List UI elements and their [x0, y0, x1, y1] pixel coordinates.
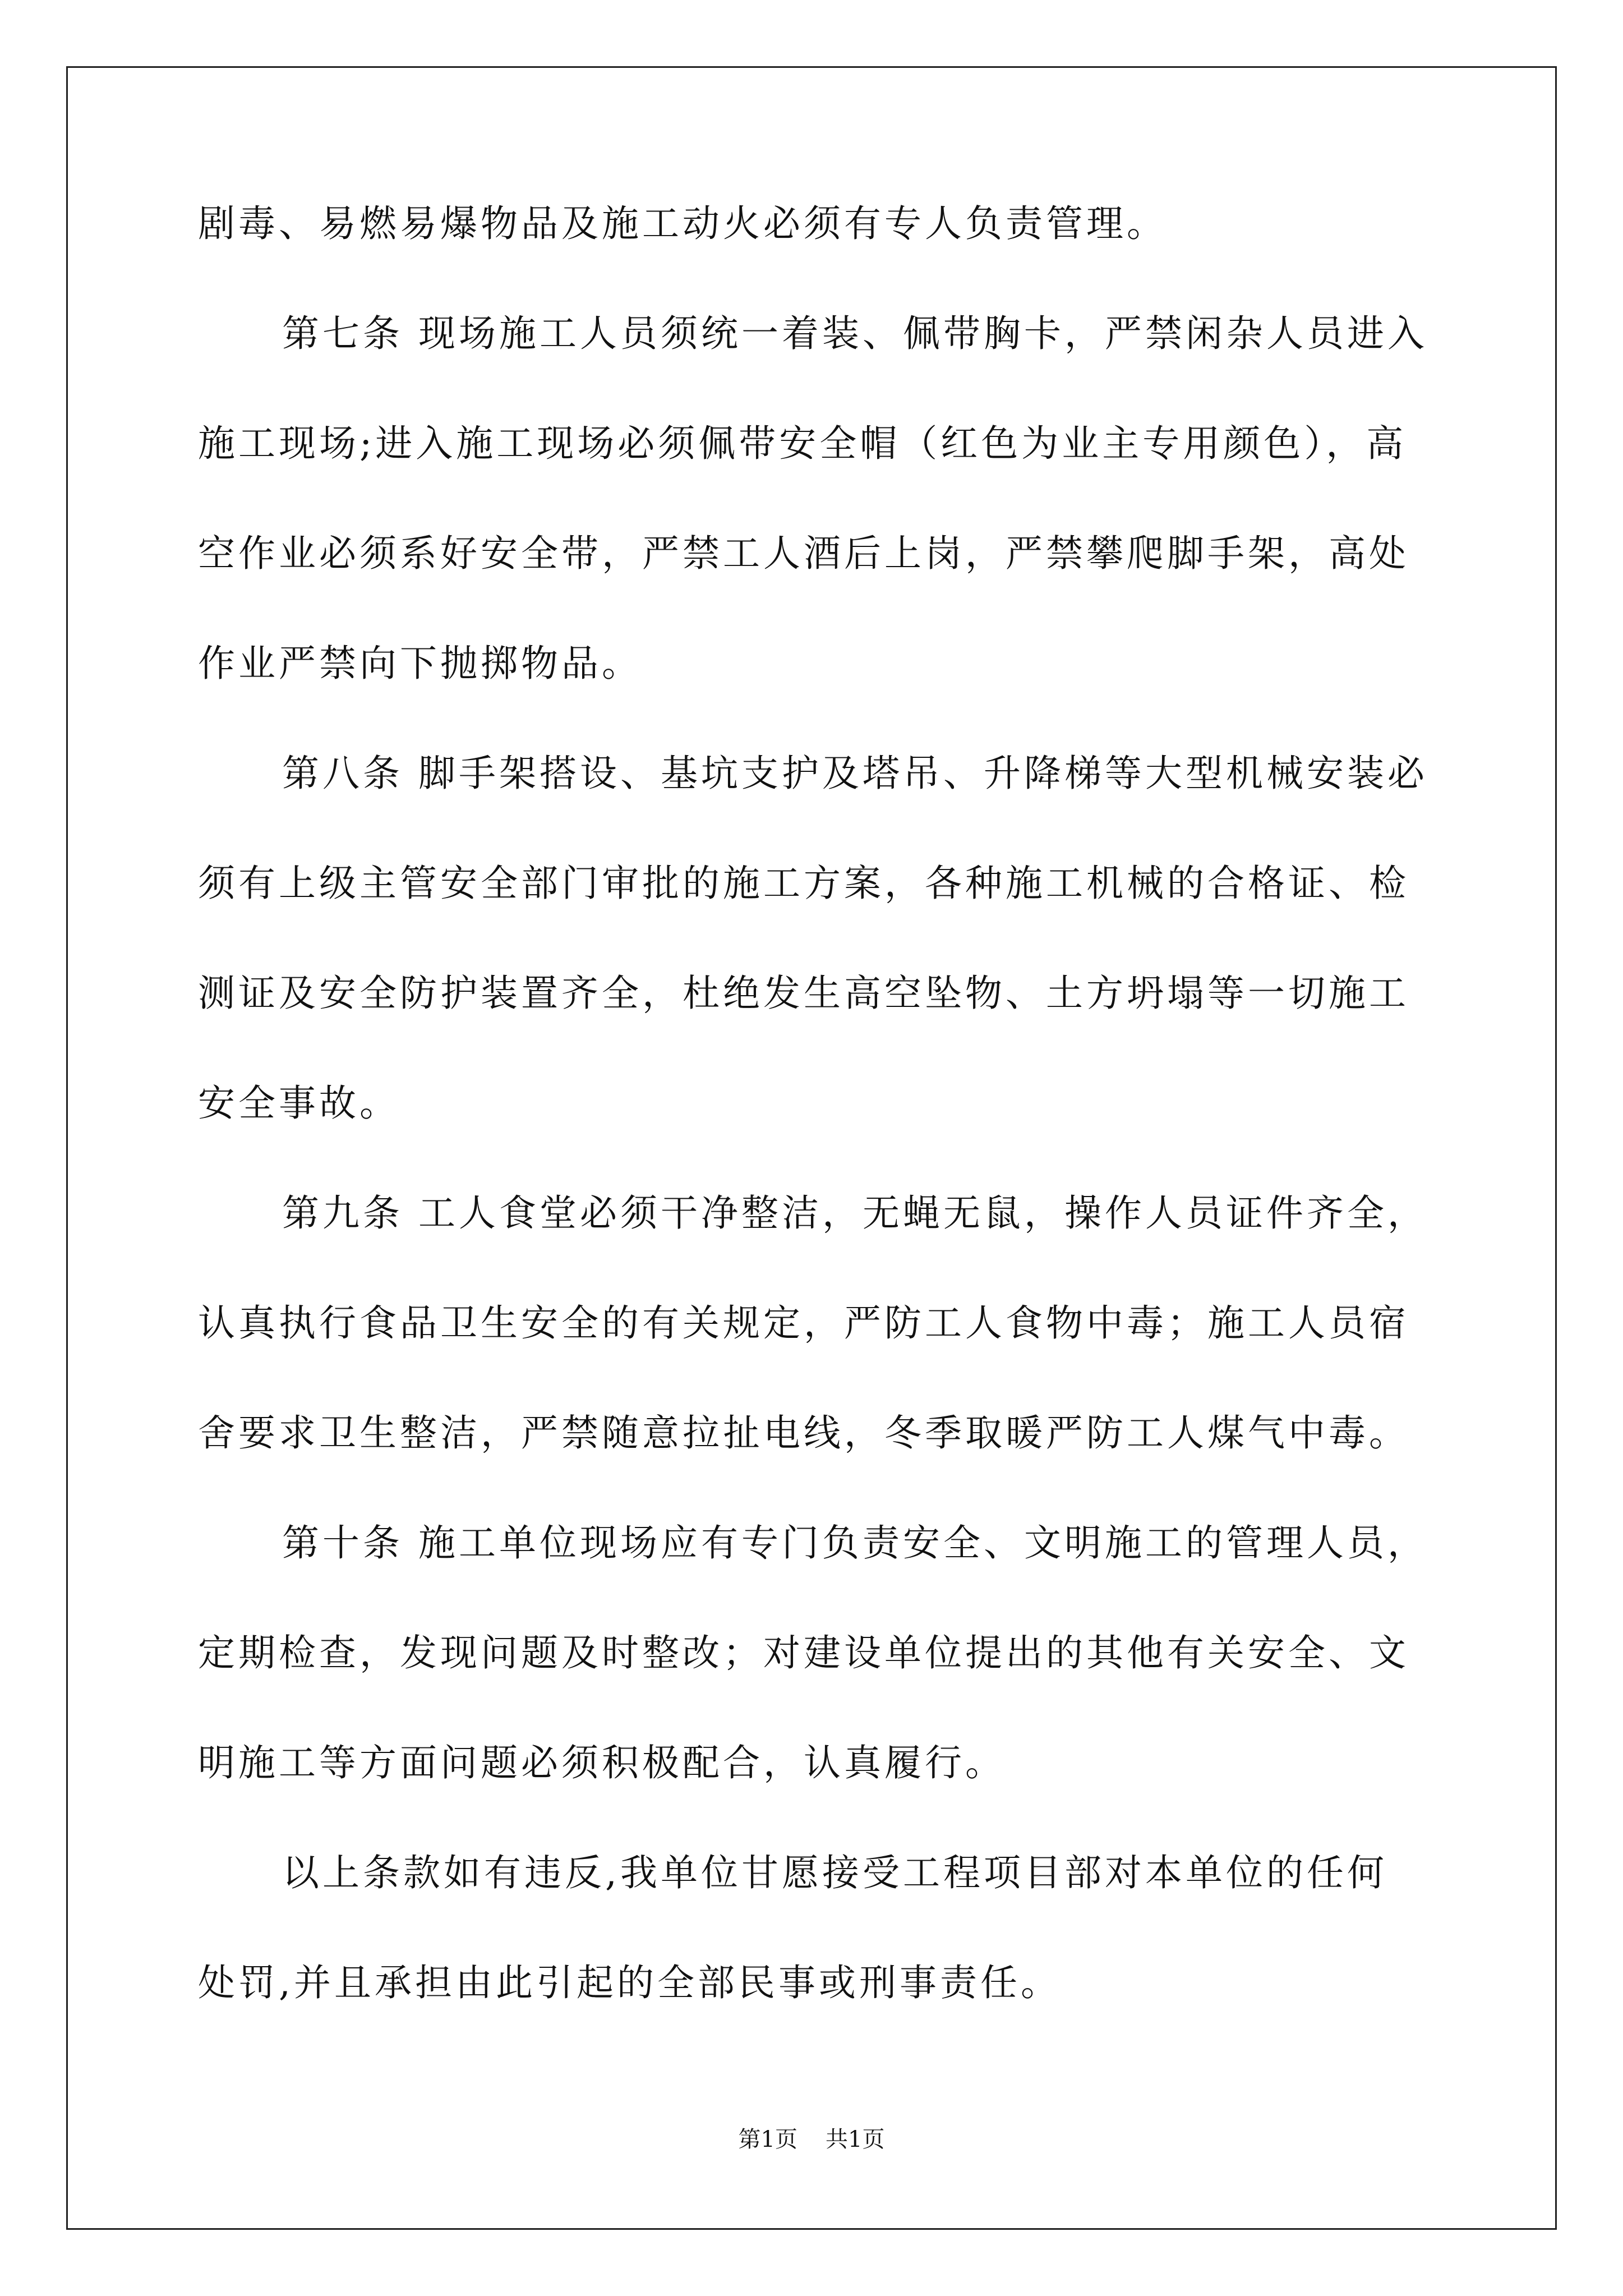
- text-line: 施工现场;进入施工现场必须佩带安全帽（红色为业主专用颜色），高: [198, 422, 1407, 465]
- text-line: 处罚,并且承担由此引起的全部民事或刑事责任。: [198, 1961, 1061, 2004]
- text-line: 剧毒、易燃易爆物品及施工动火必须有专人负责管理。: [198, 202, 1167, 245]
- text-line: 认真执行食品卫生安全的有关规定，严防工人食物中毒；施工人员宿: [198, 1301, 1409, 1345]
- text-line: 第十条 施工单位现场应有专门负责安全、文明施工的管理人员，: [282, 1521, 1428, 1565]
- text-line: 安全事故。: [198, 1082, 400, 1125]
- text-line: 须有上级主管安全部门审批的施工方案，各种施工机械的合格证、检: [198, 862, 1409, 905]
- text-line: 空作业必须系好安全带，严禁工人酒后上岗，严禁攀爬脚手架，高处: [198, 532, 1409, 575]
- document-body: [198, 202, 1437, 2074]
- text-line: 第九条 工人食堂必须干净整洁，无蝇无鼠，操作人员证件齐全，: [282, 1191, 1428, 1235]
- page-total: 共1页: [826, 2127, 885, 2152]
- text-line: 舍要求卫生整洁，严禁随意拉扯电线，冬季取暖严防工人煤气中毒。: [198, 1411, 1409, 1455]
- text-line: 以上条款如有违反,我单位甘愿接受工程项目部对本单位的任何: [282, 1851, 1387, 1894]
- text-line: 第七条 现场施工人员须统一着装、佩带胸卡，严禁闲杂人员进入: [282, 312, 1428, 355]
- text-line: 明施工等方面问题必须积极配合，认真履行。: [198, 1741, 1006, 1784]
- text-line: 测证及安全防护装置齐全，杜绝发生高空坠物、土方坍塌等一切施工: [198, 972, 1409, 1015]
- text-line: 定期检查，发现问题及时整改；对建设单位提出的其他有关安全、文: [198, 1631, 1409, 1674]
- text-line: 作业严禁向下抛掷物品。: [198, 642, 642, 685]
- text-line: 第八条 脚手架搭设、基坑支护及塔吊、升降梯等大型机械安装必: [282, 752, 1428, 795]
- page-number: 第1页: [738, 2127, 797, 2152]
- page-footer: [0, 2128, 1623, 2151]
